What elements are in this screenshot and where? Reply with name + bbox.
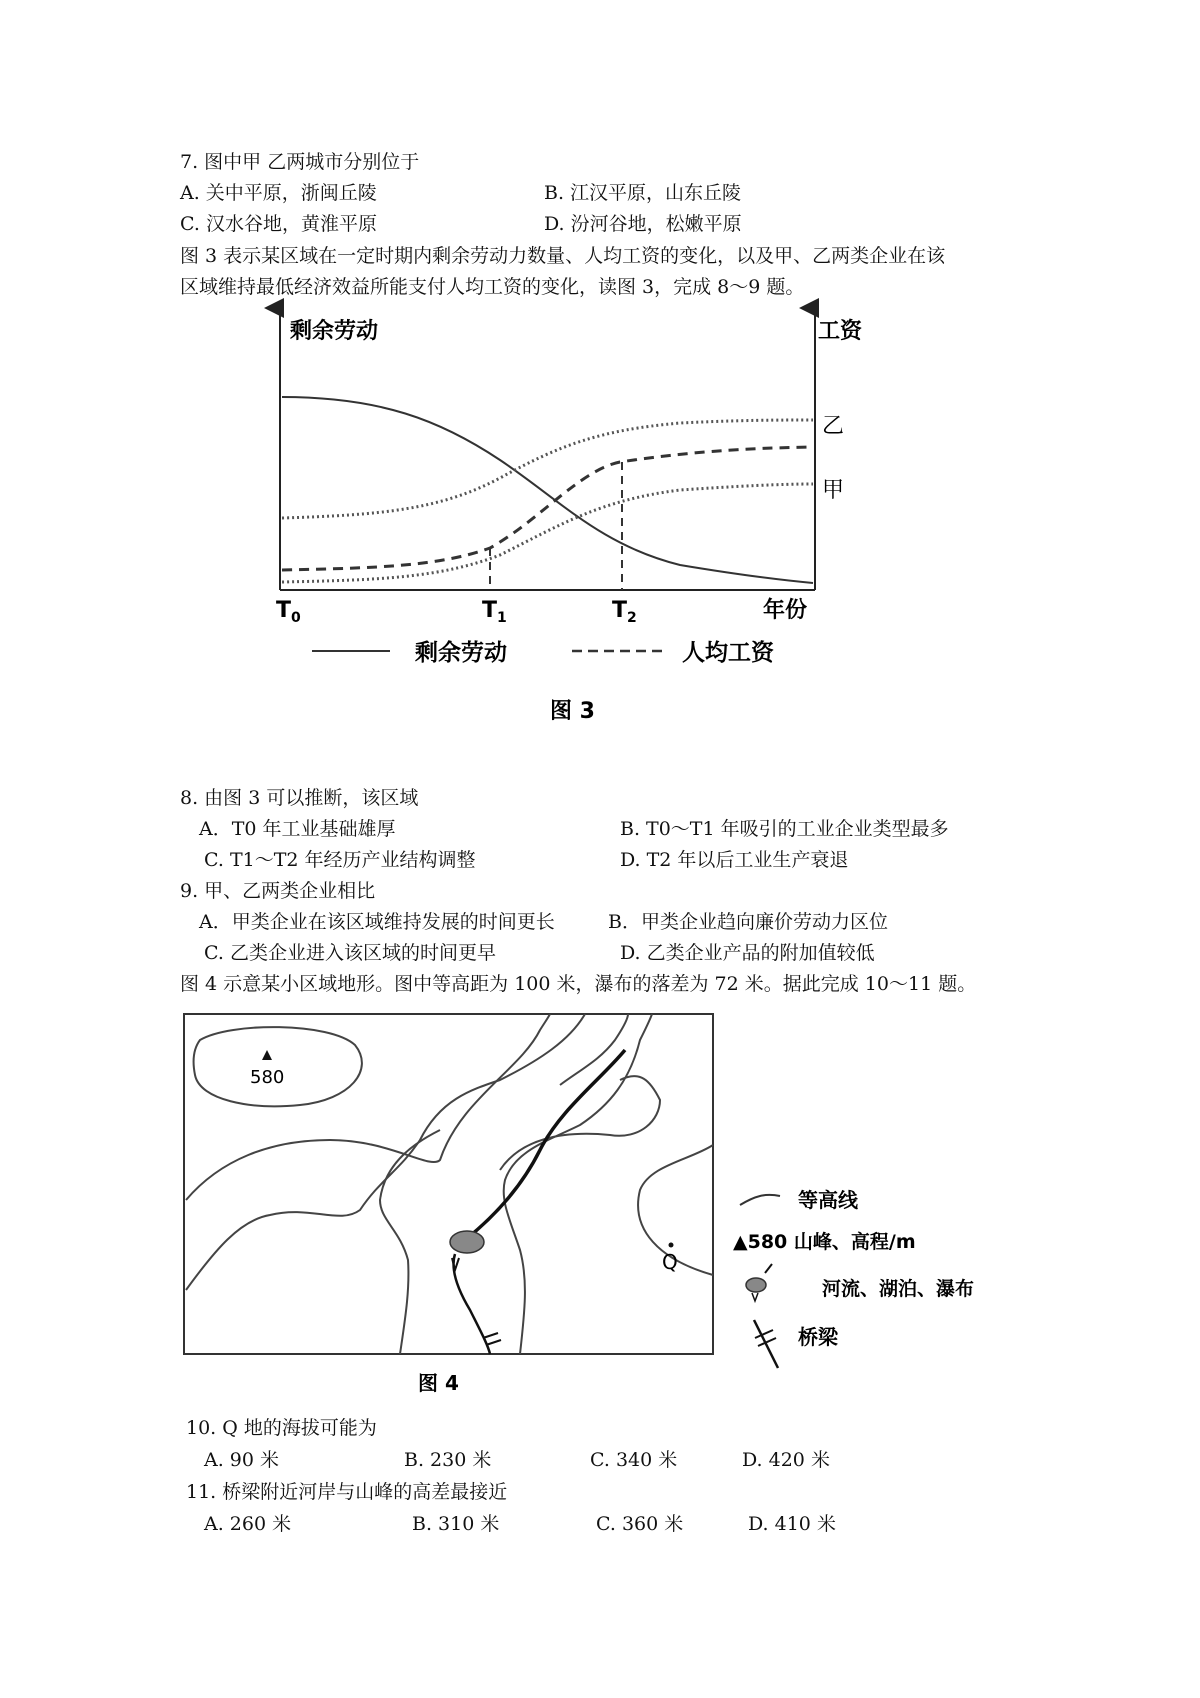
q11-option-d: D. 410 米 xyxy=(748,1513,836,1535)
waterfall-and-lower-river xyxy=(453,1254,490,1354)
q7-option-d: D. 汾河谷地，松嫩平原 xyxy=(544,213,742,235)
q11-option-a: A. 260 米 xyxy=(204,1513,292,1535)
curve-label-jia: 甲 xyxy=(822,478,845,503)
contour-5 xyxy=(500,1076,660,1170)
legend-contour-sample xyxy=(740,1195,780,1205)
contour-1 xyxy=(186,1014,550,1200)
peak-triangle-icon xyxy=(262,1050,272,1060)
tick-t2: $T_2$ xyxy=(612,598,637,626)
lake xyxy=(450,1231,484,1253)
q7-option-c: C. 汉水谷地，黄淮平原 xyxy=(180,213,377,235)
legend-lake-icon xyxy=(746,1278,766,1292)
figure-3-caption: 图 3 xyxy=(550,699,595,724)
q11-option-c: C. 360 米 xyxy=(596,1513,684,1535)
q9-stem: 9. 甲、乙两类企业相比 xyxy=(180,880,376,902)
q7-option-b: B. 江汉平原，山东丘陵 xyxy=(544,182,742,204)
q9-option-b: B．甲类企业趋向廉价劳动力区位 xyxy=(608,911,888,933)
q8-option-a: A．T0 年工业基础雄厚 xyxy=(199,818,396,840)
fig4-intro: 图 4 示意某小区域地形。图中等高距为 100 米，瀑布的落差为 72 米。据此完成 10～11 题。 xyxy=(180,973,977,995)
river xyxy=(455,1050,625,1250)
contour-6 xyxy=(560,1014,628,1085)
q10-option-b: B. 230 米 xyxy=(404,1449,492,1471)
q8-option-c: C. T1～T2 年经历产业结构调整 xyxy=(204,849,476,871)
legend-peak: ▲580 山峰、高程/m xyxy=(733,1231,916,1253)
q7-stem: 7. 图中甲 乙两城市分别位于 xyxy=(180,151,420,173)
contour-3 xyxy=(380,1130,440,1354)
tick-t0: $T_0$ xyxy=(276,598,301,626)
legend-wage: 人均工资 xyxy=(682,640,774,666)
curve-label-yi: 乙 xyxy=(822,414,845,439)
q-point-dot xyxy=(669,1243,674,1248)
legend-surplus-labour: 剩余劳动 xyxy=(415,640,507,666)
legend-bridge: 桥梁 xyxy=(798,1325,838,1349)
contour-2 xyxy=(186,1014,585,1290)
q8-option-b: B. T0～T1 年吸引的工业企业类型最多 xyxy=(620,818,949,840)
peak-elevation: 580 xyxy=(250,1067,285,1088)
legend-river-icon xyxy=(765,1264,772,1273)
q10-option-a: A. 90 米 xyxy=(204,1449,280,1471)
x-axis-label: 年份 xyxy=(763,598,808,623)
legend-waterfall-icon xyxy=(752,1293,758,1301)
fig3-intro-line1: 图 3 表示某区域在一定时期内剩余劳动力数量、人均工资的变化，以及甲、乙两类企业在该 xyxy=(180,245,946,267)
figure-4-caption: 图 4 xyxy=(418,1371,459,1395)
legend-contour: 等高线 xyxy=(798,1188,858,1212)
q11-stem: 11. 桥梁附近河岸与山峰的高差最接近 xyxy=(186,1481,508,1503)
q8-option-d: D. T2 年以后工业生产衰退 xyxy=(620,849,849,871)
right-axis-label: 工资 xyxy=(818,319,863,344)
q8-stem: 8. 由图 3 可以推断，该区域 xyxy=(180,787,419,809)
q9-option-c: C. 乙类企业进入该区域的时间更早 xyxy=(204,942,496,964)
legend-river-lake-waterfall: 河流、湖泊、瀑布 xyxy=(822,1278,975,1300)
q10-option-c: C. 340 米 xyxy=(590,1449,678,1471)
q-point-label: Q xyxy=(662,1250,678,1274)
tick-t1: $T_1$ xyxy=(482,598,507,626)
q10-option-d: D. 420 米 xyxy=(742,1449,830,1471)
legend-bridge-icon xyxy=(754,1320,778,1368)
map-frame xyxy=(184,1014,713,1354)
q7-option-a: A. 关中平原，浙闽丘陵 xyxy=(180,182,377,204)
q9-option-d: D. 乙类企业产品的附加值较低 xyxy=(620,942,875,964)
q11-option-b: B. 310 米 xyxy=(412,1513,500,1535)
q9-option-a: A．甲类企业在该区域维持发展的时间更长 xyxy=(199,911,555,933)
fig3-intro-line2: 区域维持最低经济效益所能支付人均工资的变化，读图 3，完成 8～9 题。 xyxy=(180,276,805,298)
q10-stem: 10. Q 地的海拔可能为 xyxy=(186,1417,377,1439)
left-axis-label: 剩余劳动 xyxy=(290,319,379,344)
